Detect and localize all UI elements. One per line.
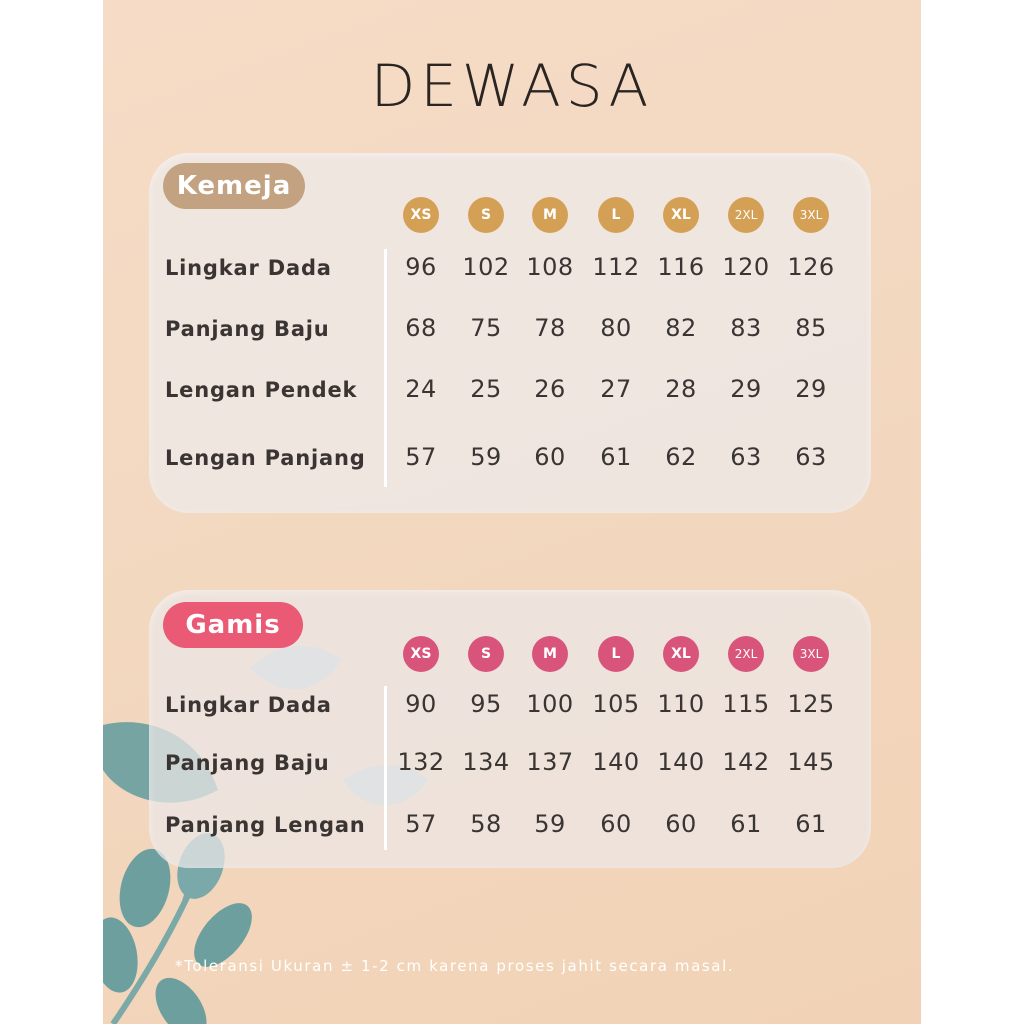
kemeja-measurement-cell: 126: [787, 253, 835, 281]
kemeja-size-badge-xl: XL: [663, 197, 699, 233]
gamis-size-badge-l: L: [598, 636, 634, 672]
kemeja-measurement-cell: 29: [795, 375, 827, 403]
kemeja-measurement-cell: 63: [795, 443, 827, 471]
gamis-column-divider: [384, 686, 387, 850]
kemeja-size-badge-2xl: 2XL: [728, 197, 764, 233]
kemeja-size-badge-3xl: 3XL: [793, 197, 829, 233]
gamis-measurement-cell: 60: [665, 810, 697, 838]
kemeja-measurement-cell: 24: [405, 375, 437, 403]
gamis-size-badge-xl: XL: [663, 636, 699, 672]
gamis-measurement-cell: 61: [730, 810, 762, 838]
gamis-measurement-cell: 90: [405, 690, 437, 718]
kemeja-measurement-cell: 96: [405, 253, 437, 281]
gamis-size-card: [149, 590, 871, 868]
gamis-size-badge-s: S: [468, 636, 504, 672]
kemeja-row-label: Panjang Baju: [165, 317, 330, 341]
kemeja-measurement-cell: 75: [470, 314, 502, 342]
kemeja-measurement-cell: 112: [592, 253, 640, 281]
kemeja-measurement-cell: 78: [534, 314, 566, 342]
kemeja-measurement-cell: 82: [665, 314, 697, 342]
kemeja-size-badge-xs: XS: [403, 197, 439, 233]
gamis-measurement-cell: 100: [526, 690, 574, 718]
gamis-size-badge-3xl: 3XL: [793, 636, 829, 672]
gamis-size-badge-xs: XS: [403, 636, 439, 672]
kemeja-measurement-cell: 27: [600, 375, 632, 403]
kemeja-size-badge-m: M: [532, 197, 568, 233]
gamis-measurement-cell: 140: [657, 748, 705, 776]
gamis-category-label: Gamis: [163, 602, 303, 648]
kemeja-measurement-cell: 29: [730, 375, 762, 403]
gamis-size-badge-m: M: [532, 636, 568, 672]
gamis-measurement-cell: 60: [600, 810, 632, 838]
gamis-row-label: Panjang Lengan: [165, 813, 366, 837]
kemeja-measurement-cell: 108: [526, 253, 574, 281]
kemeja-row-label: Lingkar Dada: [165, 256, 332, 280]
kemeja-size-badge-s: S: [468, 197, 504, 233]
gamis-measurement-cell: 132: [397, 748, 445, 776]
kemeja-measurement-cell: 68: [405, 314, 437, 342]
gamis-measurement-cell: 134: [462, 748, 510, 776]
kemeja-size-card: [149, 153, 871, 513]
kemeja-measurement-cell: 61: [600, 443, 632, 471]
gamis-measurement-cell: 105: [592, 690, 640, 718]
gamis-measurement-cell: 58: [470, 810, 502, 838]
size-tolerance-note: *Toleransi Ukuran ± 1-2 cm karena proses jahit secara masal.: [175, 957, 735, 975]
gamis-row-label: Panjang Baju: [165, 751, 330, 775]
kemeja-measurement-cell: 60: [534, 443, 566, 471]
size-chart-poster: [103, 0, 921, 1024]
kemeja-measurement-cell: 59: [470, 443, 502, 471]
kemeja-measurement-cell: 116: [657, 253, 705, 281]
gamis-row-label: Lingkar Dada: [165, 693, 332, 717]
kemeja-measurement-cell: 120: [722, 253, 770, 281]
kemeja-category-label: Kemeja: [163, 163, 305, 209]
kemeja-measurement-cell: 26: [534, 375, 566, 403]
kemeja-column-divider: [384, 249, 387, 487]
kemeja-measurement-cell: 102: [462, 253, 510, 281]
gamis-measurement-cell: 115: [722, 690, 770, 718]
gamis-measurement-cell: 145: [787, 748, 835, 776]
gamis-measurement-cell: 140: [592, 748, 640, 776]
kemeja-measurement-cell: 85: [795, 314, 827, 342]
kemeja-row-label: Lengan Pendek: [165, 378, 358, 402]
gamis-measurement-cell: 59: [534, 810, 566, 838]
gamis-measurement-cell: 137: [526, 748, 574, 776]
gamis-measurement-cell: 125: [787, 690, 835, 718]
gamis-measurement-cell: 61: [795, 810, 827, 838]
kemeja-size-badge-l: L: [598, 197, 634, 233]
kemeja-measurement-cell: 62: [665, 443, 697, 471]
kemeja-measurement-cell: 57: [405, 443, 437, 471]
kemeja-measurement-cell: 80: [600, 314, 632, 342]
kemeja-row-label: Lengan Panjang: [165, 446, 366, 470]
gamis-size-badge-2xl: 2XL: [728, 636, 764, 672]
gamis-measurement-cell: 57: [405, 810, 437, 838]
gamis-measurement-cell: 95: [470, 690, 502, 718]
kemeja-measurement-cell: 63: [730, 443, 762, 471]
gamis-measurement-cell: 142: [722, 748, 770, 776]
kemeja-measurement-cell: 25: [470, 375, 502, 403]
page-title: DEWASA: [370, 52, 654, 120]
gamis-measurement-cell: 110: [657, 690, 705, 718]
kemeja-measurement-cell: 83: [730, 314, 762, 342]
kemeja-measurement-cell: 28: [665, 375, 697, 403]
